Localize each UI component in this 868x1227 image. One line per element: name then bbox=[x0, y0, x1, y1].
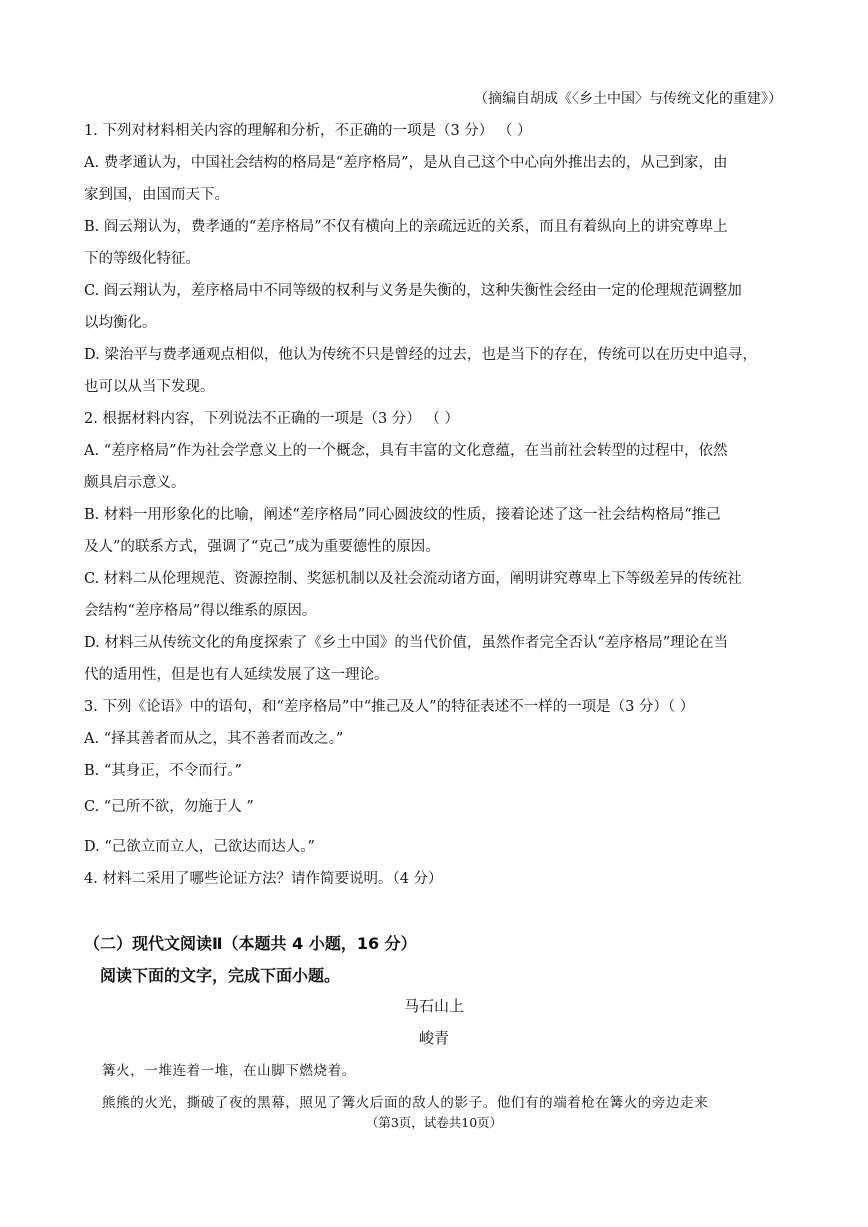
q3-option-d: D. “己欲立而立人，己欲达而达人。” bbox=[84, 839, 315, 855]
story-paragraph-1: 篝火，一堆连着一堆，在山脚下燃烧着。 bbox=[102, 1063, 356, 1079]
story-paragraph-2: 熊熊的火光，撕破了夜的黑幕，照见了篝火后面的敌人的影子。他们有的端着枪在篝火的旁边走来 bbox=[102, 1095, 709, 1111]
question-1-stem: 1. 下列对材料相关内容的理解和分析，不正确的一项是（3 分） （ ） bbox=[84, 123, 532, 139]
source-citation: （摘编自胡成《〈乡土中国〉与传统文化的重建》） bbox=[474, 91, 782, 107]
question-2-stem: 2. 根据材料内容，下列说法不正确的一项是（3 分） （ ） bbox=[84, 411, 459, 427]
section-title: （二）现代文阅读Ⅱ（本题共 4 小题，16 分） bbox=[84, 934, 417, 953]
q1-option-b-cont: 下的等级化特征。 bbox=[84, 251, 200, 267]
q1-option-c-cont: 以均衡化。 bbox=[84, 315, 157, 331]
q1-option-b: B. 阎云翔认为，费孝通的“差序格局”不仅有横向上的亲疏远近的关系，而且有着纵向上的讲究尊卑上 bbox=[84, 219, 728, 235]
q1-option-a: A. 费孝通认为，中国社会结构的格局是“差序格局”，是从自己这个中心向外推出去的，从己到家，由 bbox=[84, 155, 728, 171]
q2-option-d-cont: 代的适用性，但是也有人延续发展了这一理论。 bbox=[84, 667, 389, 683]
q1-option-d-cont: 也可以从当下发现。 bbox=[84, 379, 215, 395]
q2-option-a: A. “差序格局”作为社会学意义上的一个概念，具有丰富的文化意蕴，在当前社会转型的过程中，依然 bbox=[84, 443, 728, 459]
q2-option-c-cont: 会结构“差序格局”得以维系的原因。 bbox=[84, 603, 317, 619]
q1-option-c: C. 阎云翔认为，差序格局中不同等级的权利与义务是失衡的，这种失衡性会经由一定的伦理规范调整加 bbox=[84, 283, 742, 299]
q3-option-b: B. “其身正，不令而行。” bbox=[84, 763, 242, 779]
question-4-stem: 4. 材料二采用了哪些论证方法？请作简要说明。（4 分） bbox=[84, 871, 443, 887]
q2-option-d: D. 材料三从传统文化的角度探索了《乡土中国》的当代价值，虽然作者完全否认“差序格局”理论在当 bbox=[84, 635, 729, 651]
reading-instruction: 阅读下面的文字，完成下面小题。 bbox=[100, 966, 341, 985]
story-author: 峻青 bbox=[418, 1029, 449, 1047]
page-footer: （第3页，试卷共10页） bbox=[365, 1115, 503, 1130]
q2-option-a-cont: 颇具启示意义。 bbox=[84, 475, 186, 491]
q1-option-a-cont: 家到国，由国而天下。 bbox=[84, 187, 229, 203]
story-title: 马石山上 bbox=[403, 997, 464, 1015]
q1-option-d: D. 梁治平与费孝通观点相似，他认为传统不只是曾经的过去，也是当下的存在，传统可以在历史中追寻， bbox=[84, 347, 757, 363]
q2-option-c: C. 材料二从伦理规范、资源控制、奖惩机制以及社会流动诸方面，阐明讲究尊卑上下等级差异的传统社 bbox=[84, 571, 742, 587]
q3-option-c: C. “己所不欲，勿施于人 ” bbox=[84, 799, 254, 815]
q3-option-a: A. “择其善者而从之，其不善者而改之。” bbox=[84, 731, 344, 747]
question-3-stem: 3. 下列《论语》中的语句，和“差序格局”中“推己及人”的特征表述不一样的一项是（3 分）（ ） bbox=[84, 699, 695, 715]
q2-option-b-cont: 及人”的联系方式，强调了“克己”成为重要德性的原因。 bbox=[84, 539, 440, 555]
q2-option-b: B. 材料一用形象化的比喻，阐述“差序格局”同心圆波纹的性质，接着论述了这一社会结构格局“推己 bbox=[84, 507, 721, 523]
